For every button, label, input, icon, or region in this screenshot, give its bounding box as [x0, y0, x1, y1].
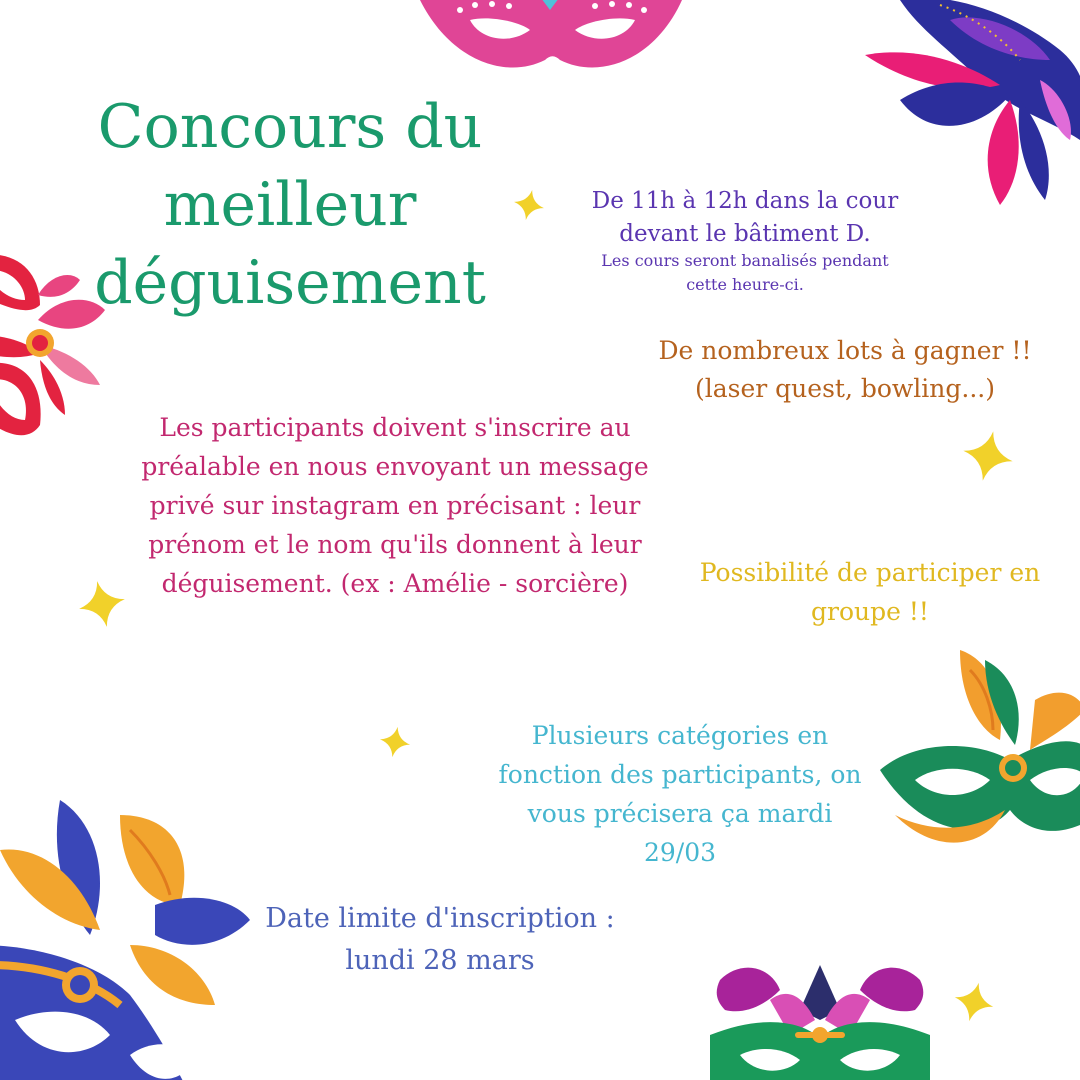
sparkle-star-icon: [960, 428, 1016, 484]
categories-text: Plusieurs catégories en fonction des participants, on vous précisera ça mardi 29/03: [498, 721, 862, 867]
poster-title: Concours du meilleur déguisement: [94, 92, 486, 318]
sparkle-star-icon: [512, 188, 546, 222]
sparkle-star-icon: [952, 980, 996, 1024]
sparkle-star-icon: [378, 725, 412, 759]
pink-mask-icon: [410, 0, 690, 85]
schedule-text: De 11h à 12h dans la cour devant le bâtiment D.: [591, 188, 899, 247]
jester-mask-icon: [700, 960, 940, 1080]
registration-text: Les participants doivent s'inscrire au préalable en nous envoyant un message privé sur instagram en précisant : leur prénom et le nom qu'ils donnent à leur déguisement. (ex : Amélie - sorcière): [141, 413, 649, 598]
prizes-text: De nombreux lots à gagner !! (laser quest, bowling...): [658, 336, 1032, 403]
group-text: Possibilité de participer en groupe !!: [699, 558, 1041, 626]
purple-feather-mask-icon: [860, 0, 1080, 215]
schedule-note: Les cours seront banalisés pendant cette heure-ci.: [601, 251, 889, 294]
deadline-text: Date limite d'inscription : lundi 28 mars: [265, 903, 615, 976]
blue-feather-mask-icon: [0, 795, 265, 1080]
green-feather-mask-icon: [875, 640, 1080, 860]
